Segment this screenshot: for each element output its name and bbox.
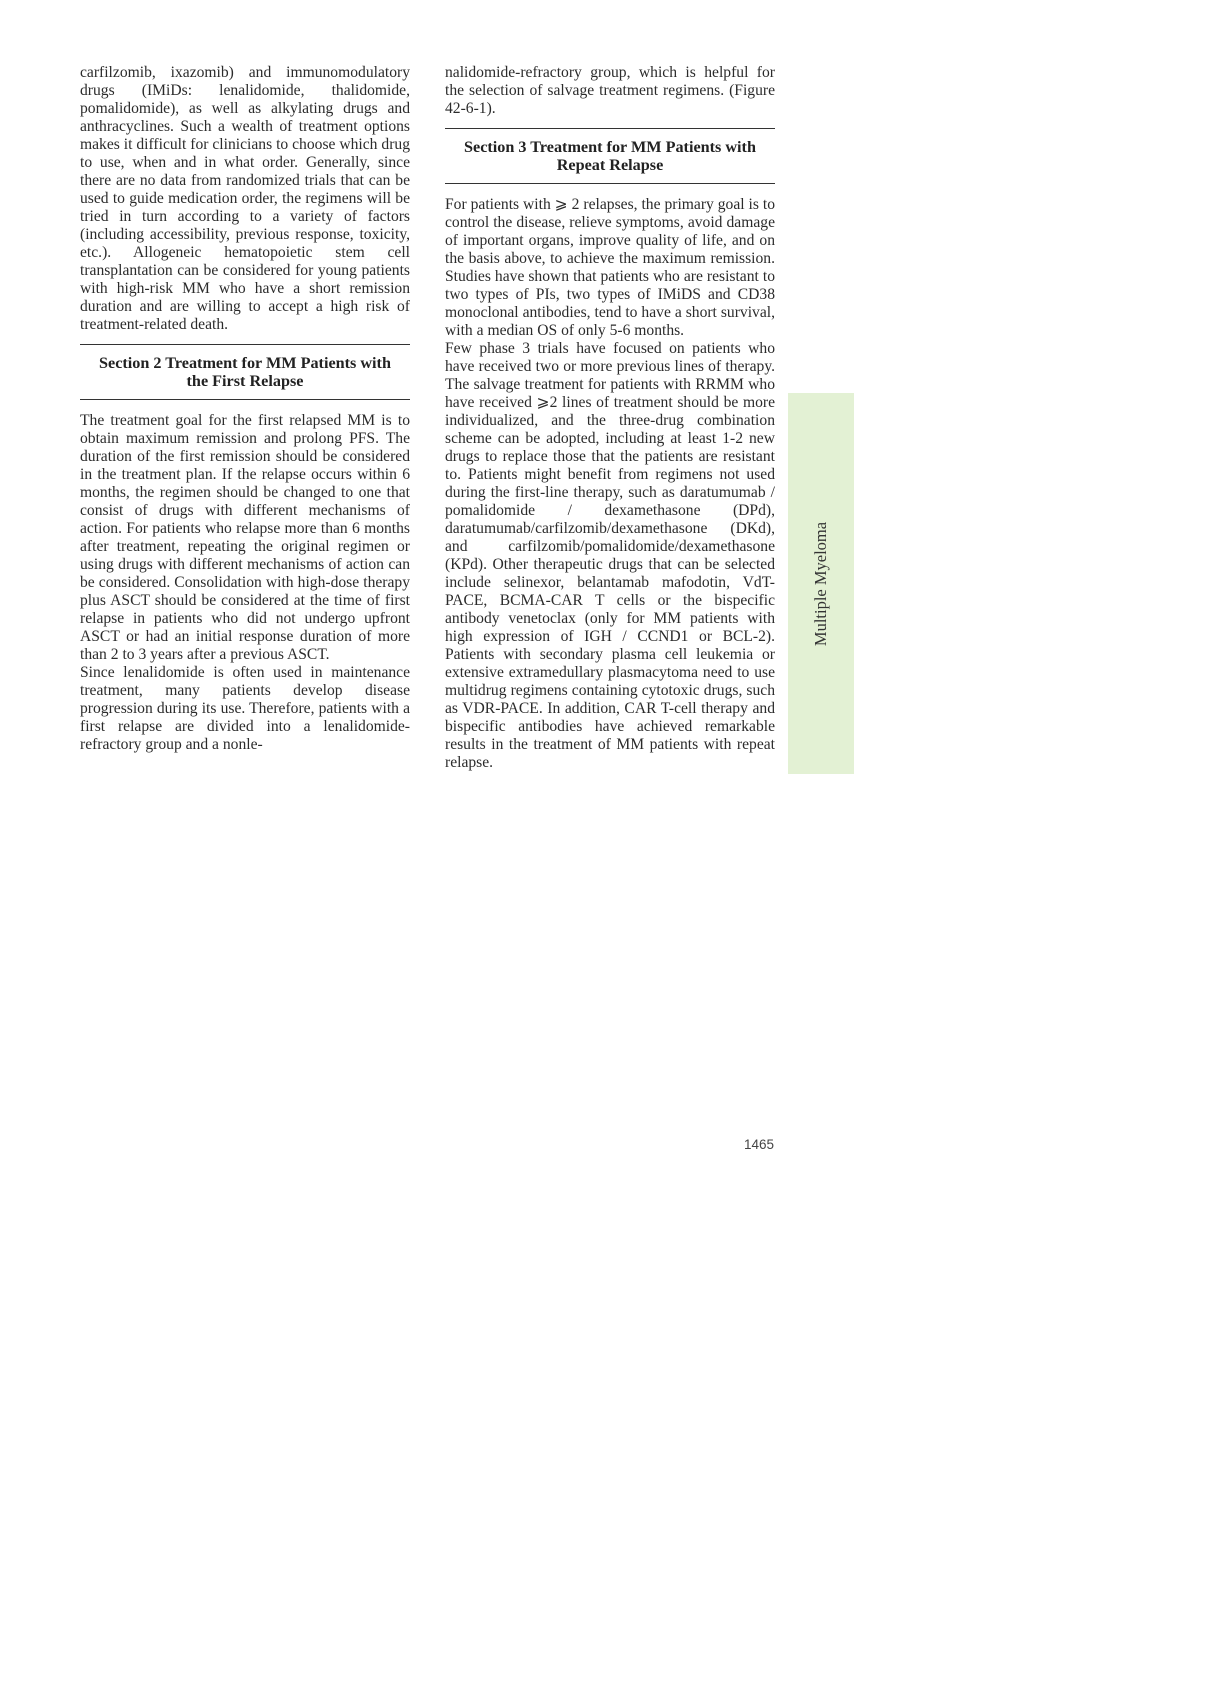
section-3-heading <box>445 128 775 184</box>
right-column <box>445 64 775 772</box>
section-2-heading <box>80 344 410 400</box>
continuation-paragraph: nalidomide-refractory group, which is helpful for the selection of salvage treatment regimens. (Figure 42-6-1). <box>445 64 775 117</box>
section-3-title-line-2: Repeat Relapse <box>556 156 664 174</box>
chapter-side-tab <box>788 393 854 774</box>
section-2-title-line-2: the First Relapse <box>186 372 304 390</box>
section-3-paragraph-1: For patients with ⩾ 2 relapses, the primary goal is to control the disease, relieve symptoms, avoid damage of important organs, improve quality of life, and on the basis above, to achieve the maximum remission. Studies have shown that patients who are resistant to two types of PIs, two types of IMiDS and CD38 monoclonal antibodies, tend to have a short survival, with a median OS of only 5-6 months. <box>445 196 775 339</box>
section-2-title-line-1: Section 2 Treatment for MM Patients with <box>99 354 391 372</box>
left-column <box>80 64 410 754</box>
section-2-paragraph-1: The treatment goal for the first relapsed MM is to obtain maximum remission and prolong PFS. The duration of the first remission should be considered in the treatment plan. If the relapse occurs within 6 months, the regimen should be changed to one that consist of drugs with different mechanisms of action. For patients who relapse more than 6 months after treatment, repeating the original regimen or using drugs with different mechanisms of action can be considered. Consolidation with high-dose therapy plus ASCT should be considered at the time of first relapse in patients who did not undergo upfront ASCT or had an initial response duration of more than 2 to 3 years after a previous ASCT. <box>80 412 410 663</box>
page-number: 1465 <box>743 1137 774 1152</box>
section-2-paragraph-2: Since lenalidomide is often used in maintenance treatment, many patients develop disease progression during its use. Therefore, patients with a first relapse are divided into a lenalidomide-refractory group and a nonle- <box>80 664 410 753</box>
section-3-paragraph-2: Few phase 3 trials have focused on patients who have received two or more previous lines of therapy. The salvage treatment for patients with RRMM who have received ⩾2 lines of treatment should be more individualized, and the three-drug combination scheme can be adopted, including at least 1-2 new drugs to replace those that the patients are resistant to. Patients might benefit from regimens not used during the first-line therapy, such as daratumumab / pomalidomide / dexamethasone (DPd), daratumumab/carfilzomib/dexamethasone (DKd), and carfilzomib/pomalidomide/dexamethasone (KPd). Other therapeutic drugs that can be selected include selinexor, belantamab mafodotin, VdT-PACE, BCMA-CAR T cells or the bispecific antibody venetoclax (only for MM patients with high expression of IGH / CCND1 or BCL-2). Patients with secondary plasma cell leukemia or extensive extramedullary plasmacytoma need to use multidrug regimens containing cytotoxic drugs, such as VDR-PACE. In addition, CAR T-cell therapy and bispecific antibodies have achieved remarkable results in the treatment of MM patients with repeat relapse. <box>445 340 775 771</box>
section-3-title-line-1: Section 3 Treatment for MM Patients with <box>464 138 756 156</box>
chapter-side-tab-label: Multiple Myeloma <box>811 521 830 646</box>
intro-paragraph: carfilzomib, ixazomib) and immunomodulatory drugs (IMiDs: lenalidomide, thalidomide, pomalidomide), as well as alkylating drugs and anthracyclines. Such a wealth of treatment options makes it difficult for clinicians to choose which drug to use, when and in what order. Generally, since there are no data from randomized trials that can be used to guide medication order, the regimens will be tried in turn according to a variety of factors (including accessibility, previous response, toxicity, etc.). Allogeneic hematopoietic stem cell transplantation can be considered for young patients with high-risk MM who have a short remission duration and are willing to accept a high risk of treatment-related death. <box>80 64 410 333</box>
